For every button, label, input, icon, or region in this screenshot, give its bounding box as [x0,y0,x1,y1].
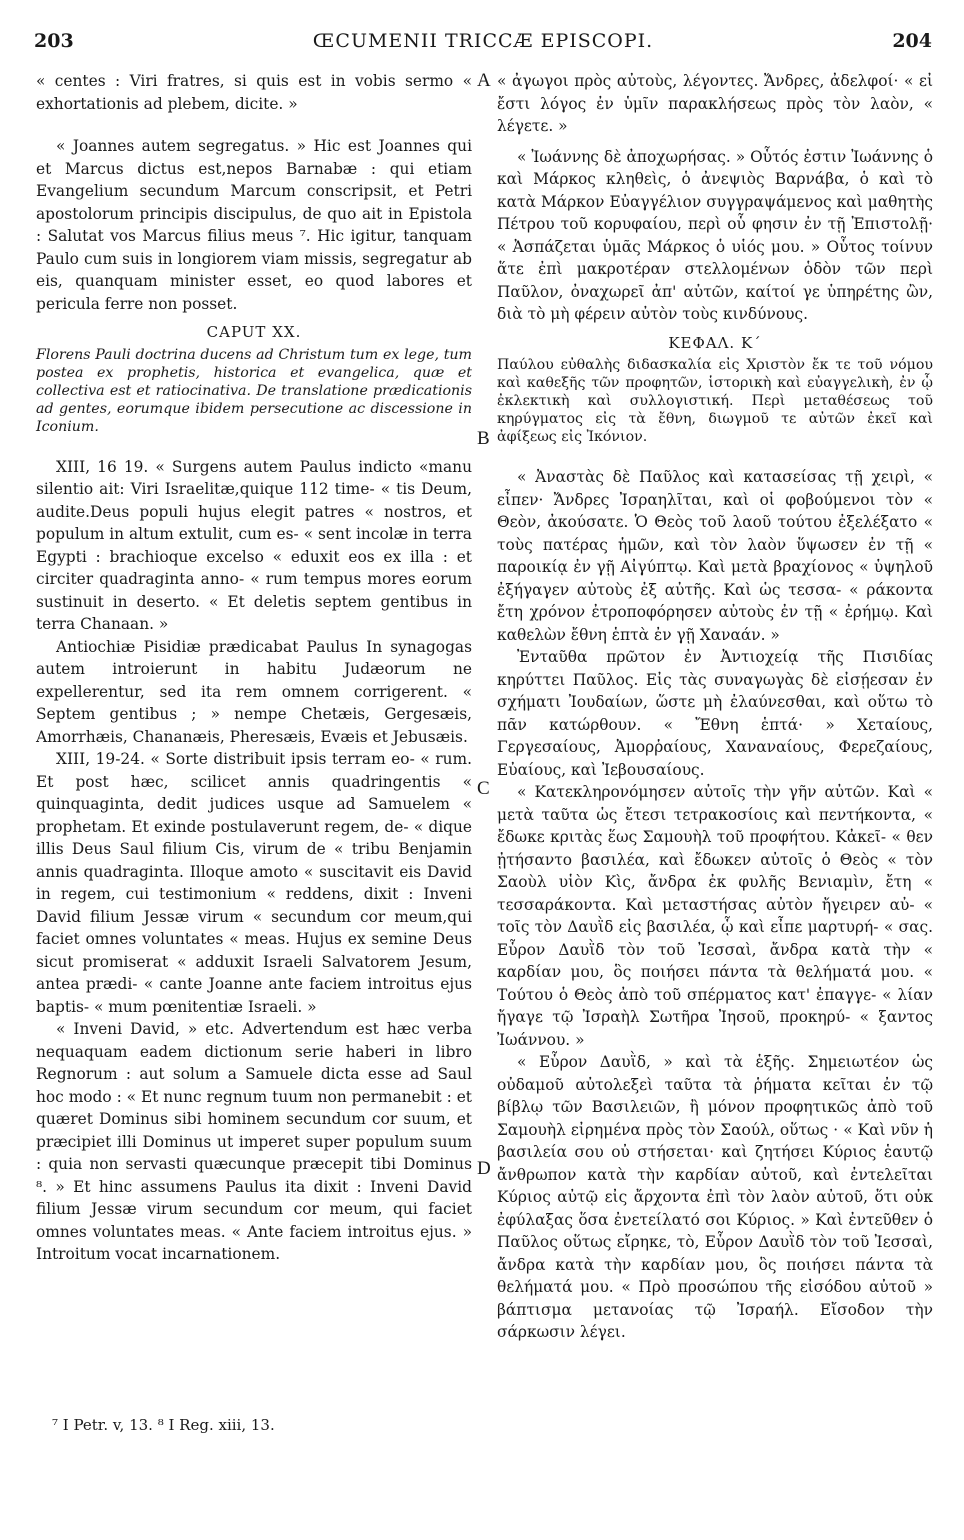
margin-letter-b: B [477,428,490,449]
greek-column [497,70,933,1344]
latin-paragraph: Antiochiæ Pisidiæ prædicabat Paulus In synagogas autem introierunt in habitu Judæorum ne expellerentur, sed ita rem omnem corrigerent. « Septem gentibus ; » nempe Chetæis, Gergesæis, Amorrhæis, Chananæis, Pheresæis, Evæis et Jebusæis. [36,637,472,746]
running-title: ŒCUMENII TRICCÆ EPISCOPI. [312,30,654,52]
greek-paragraph: Ἐνταῦθα πρῶτον ἐν Ἀντιοχείᾳ τῆς Πισιδίας κηρύττει Παῦλος. Εἰς τὰς συναγωγὰς δὲ εἰσῄεσαν ἐν σχήματι Ἰουδαίων, ὥστε μὴ ἐλαύνεσθαι, καὶ οὕτω τὸ πᾶν κατώρθουν. « Ἔθνη ἑπτά· » Χεταίους, Γεργεσαίους, Ἀμορῥαίους, Χαναναίους, Φερεζαίους, Εὐαίους, καὶ Ἰεβουσαίους. [497,648,933,779]
greek-chapter-summary: Παύλου εὐθαλὴς διδασκαλία εἰς Χριστὸν ἔκ τε τοῦ νόμου καὶ καθεξῆς τῶν προφητῶν, ἱστορικὴ καὶ εὐαγγελικὴ, ἐν ᾧ ἐκλεκτικὴ καὶ συλλογιστική. Περὶ μεταθέσεως τοῦ κηρύγματος εἰς τὰ ἔθνη, διωγμοῦ τε αὐτῶν ἐκεῖ καὶ ἀφίξεως εἰς Ἰκόνιον. [497,357,933,445]
greek-paragraph: « Εὗρον Δαυῒδ, » καὶ τὰ ἑξῆς. Σημειωτέον ὡς οὐδαμοῦ αὐτολεξεὶ ταῦτα τὰ ῥήματα κεῖται ἐν τῷ βίβλῳ τῶν Βασιλειῶν, ἢ μόνον προφητικῶς ἀπὸ τοῦ Σαμουὴλ εἰρημένα πρὸς τὸν Σαούλ, οὕτως · « Καὶ νῦν ἡ βασιλεία σου οὐ στήσεται· καὶ ζητήσει Κύριος ἑαυτῷ ἄνθρωπον κατὰ τὴν καρδίαν αὐτοῦ, καὶ ἐντελεῖται Κύριος αὐτῷ εἰς ἄρχοντα ἐπὶ τὸν λαὸν αὐτοῦ, ὅτι οὐκ ἐφύλαξας ὅσα ἐνετείλατό σοι Κύριος. » Καὶ ἐντεῦθεν ὁ Παῦλος οὕτως εἴρηκε, τὸ, Εὗρον Δαυῒδ τὸν τοῦ Ἰεσσαὶ, ἄνδρα κατὰ τὴν καρδίαν μου, ὃς ποιήσει πάντα τὰ θελήματά μου. « Πρὸ προσώπου τῆς εἰσόδου αὐτοῦ » βάπτισμα μετανοίας τῷ Ἰσραήλ. Εἴσοδον τὴν σάρκωσιν λέγει. [497,1053,933,1341]
page-header [34,30,932,60]
greek-paragraph: « Ἰωάννης δὲ ἀποχωρήσας. » Οὗτός ἐστιν Ἰωάννης ὁ καὶ Μάρκος κληθεὶς, ὁ ἀνεψιὸς Βαρνάβα, ὁ καὶ τὸ κατὰ Μάρκον Εὐαγγέλιον συγγραψάμενος καὶ μαθητὴς Πέτρου τοῦ κορυφαίου, περὶ οὗ φησιν ἐν τῇ Ἐπιστολῇ· « Ἀσπάζεται ὑμᾶς Μάρκος ὁ υἱός μου. » Οὗτος τοίνυν ἅτε ἐπὶ μακροτέραν στελλομένων ὁδὸν τῶν περὶ Παῦλον, ὀναχωρεῖ ἀπ' αὐτῶν, καίτοί γε ὑπηρέτης ὢν, διὰ τὸ μὴ φέρειν αὐτὸν τοὺς κινδύνους. [497,147,933,323]
left-page-number: 203 [34,30,74,52]
latin-paragraph: XIII, 19-24. « Sorte distribuit ipsis terram eo- « rum. Et post hæc, scilicet annis quadringentis « quinquaginta, dedit judices usque ad Samuelem « prophetam. Et exinde postulaverunt regem, de- « dique illis Deus Saul filium Cis, virum de « tribu Benjamin annis quadraginta. Illoque amoto « suscitavit eis David in regem, cui testimonium « reddens, dixit : Inveni David filium Jessæ virum « secundum cor meum,qui faciet omnes voluntates « meas. Hujus ex semine Deus sicut promiserat « adduxit Israeli Salvatorem Jesum, antea prædi- « cante Joanne ante faciem introitus ejus baptis- « mum pœnitentiæ Israeli. » [36,750,472,1016]
greek-paragraph: « ἀγωγοι πρὸς αὐτοὺς, λέγοντες. Ἄνδρες, ἀδελφοί· « εἰ ἔστι λόγος ἐν ὑμῖν παρακλήσεως πρὸς τὸν λαὸν, « λέγετε. » [497,72,933,135]
latin-paragraph: « Joannes autem segregatus. » Hic est Joannes qui et Marcus dictus est,nepos Barnabæ : qui etiam Evangelium secundum Marcum conscripsit, et Petri apostolorum principis discipulus, de quo ait in Epistola : Salutat vos Marcus filius meus ⁷. Hic igitur, tanquam Paulo cum suis in longiorem viam missis, segregatur ab eis, quanquam minister esset, eo quod labores et pericula ferre non posset. [36,137,472,313]
greek-paragraph: « Ἀναστὰς δὲ Παῦλος καὶ κατασείσας τῇ χειρὶ, « εἶπεν· Ἄνδρες Ἰσραηλῖται, καὶ οἱ φοβούμενοι τὸν « Θεὸν, ἀκούσατε. Ὁ Θεὸς τοῦ λαοῦ τούτου ἐξελέξατο « τοὺς πατέρας ἡμῶν, καὶ τὸν λαὸν ὕψωσεν ἐν τῇ « παροικίᾳ ἐν γῇ Αἰγύπτῳ. Καὶ μετὰ βραχίονος « ὑψηλοῦ ἐξήγαγεν αὐτοὺς ἐξ αὐτῆς. Καὶ ὡς τεσσα- « ράκοντα ἔτη χρόνον ἐτροποφόρησεν αὐτοὺς ἐν τῇ « ἐρήμῳ. Καὶ καθελὼν ἔθνη ἑπτὰ ἐν γῇ Χαναάν. » [497,468,933,644]
greek-chapter-heading: ΚΕΦΑΛ. Κ΄ [668,333,762,352]
margin-letter-c: C [477,778,490,799]
right-page-number: 204 [892,30,932,52]
margin-letter-d: D [477,1158,491,1179]
latin-paragraph: XIII, 16 19. « Surgens autem Paulus indicto «manu silentio ait: Viri Israelitæ,quique 112 time- « tis Deum, audite.Deus populi hujus elegit patres « nostros, et populum in altum extulit, cum es- « sent incolæ in terra Egypti : brachioque excelso « eduxit eos ex illa : et circiter quadraginta anno- « rum tempus mores eorum sustinuit in deserto. « Et deletis septem gentibus in terra Chanaan. » [36,457,472,633]
latin-paragraph: « Inveni David, » etc. Advertendum est hæc verba nequaquam eadem dictionum serie haberi in libro Regnorum : aut solum a Samuele dicta esse ad Saul hoc modo : « Et nunc regnum tuum non permanebit : et quæret Dominus sibi hominem secundum cor suum, et præcipiet illi Dominus ut imperet super populum suum : quia non servasti quæcunque præcepit tibi Dominus ⁸. » Et hinc assumens Paulus ita dixit : Inveni David filium Jessæ virum secundum cor meum, qui faciet omnes voluntates meas. « Ante faciem introitus ejus. » Introitum vocat incarnationem. [36,1020,472,1263]
latin-chapter-summary: Florens Pauli doctrina ducens ad Christum tum ex lege, tum postea ex prophetis, historica et evangelica, quæ et collectiva est et ratiocinativa. De translatione prædicationis ad gentes, eorumque ibidem persecutione ac discessione in Iconium. [36,346,472,435]
latin-paragraph: « centes : Viri fratres, si quis est in vobis sermo « exhortationis ad plebem, dicite. » [36,72,472,113]
margin-letter-a: A [477,70,491,91]
greek-paragraph: « Κατεκληρονόμησεν αὐτοῖς τὴν γῆν αὐτῶν. Καὶ « μετὰ ταῦτα ὡς ἔτεσι τετρακοσίοις καὶ πεντήκοντα, « ἔδωκε κριτὰς ἕως Σαμουὴλ τοῦ προφήτου. Κἀκεῖ- « θεν ᾐτήσαντο βασιλέα, καὶ ἔδωκεν αὐτοῖς ὁ Θεὸς « τὸν Σαοὺλ υἱὸν Κὶς, ἄνδρα ἐκ φυλῆς Βενιαμὶν, ἔτη « τεσσαράκοντα. Καὶ μεταστήσας αὐτὸν ἤγειρεν αὐ- « τοῖς τὸν Δαυῒδ εἰς βασιλέα, ᾧ καὶ εἶπε μαρτυρή- « σας. Εὗρον Δαυῒδ τὸν τοῦ Ἰεσσαὶ, ἄνδρα κατὰ τὴν « καρδίαν μου, ὃς ποιήσει πάντα τὰ θελήματά μου. « Τούτου ὁ Θεὸς ἀπὸ τοῦ σπέρματος κατ' ἐπαγγε- « λίαν ἤγαγε τῷ Ἰσραὴλ Σωτῆρα Ἰησοῦ, προκηρύ- « ξαντος Ἰωάννου. » [497,783,933,1049]
latin-column [36,70,472,1266]
footnotes: ⁷ I Petr. v, 13. ⁸ I Reg. xiii, 13. [52,1416,275,1434]
latin-chapter-heading: CAPUT XX. [206,323,302,341]
